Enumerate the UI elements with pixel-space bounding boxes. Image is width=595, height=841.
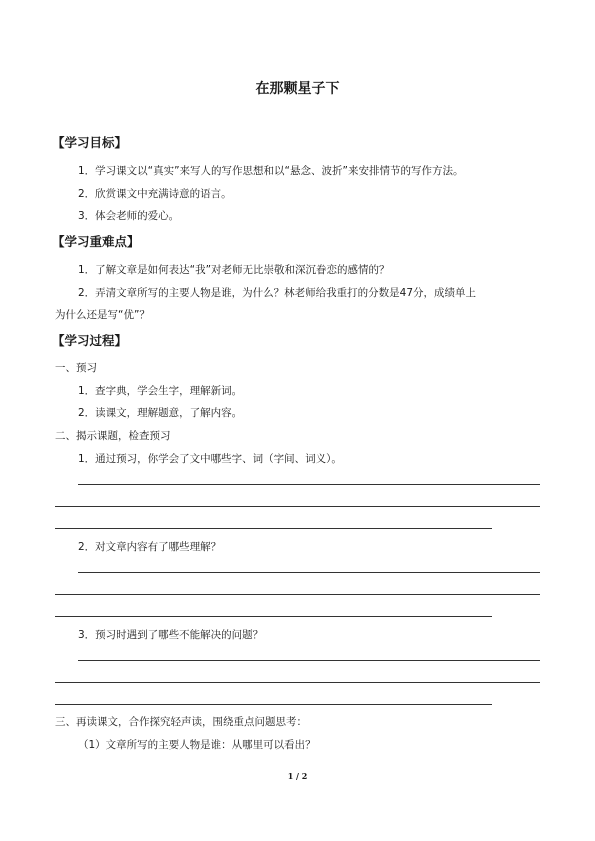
section-3-title: 三、再读课文，合作探究轻声读，围绕重点问题思考： [55,716,307,728]
goals-heading: 【学习目标】 [52,135,128,150]
answer-line [55,528,492,529]
section-1-item-1: 1．查字典，学会生字，理解新词。 [78,385,243,397]
section-2-title: 二、揭示课题，检查预习 [55,430,171,442]
goals-item-3: 3．体会老师的爱心。 [78,210,180,222]
answer-line [55,506,540,507]
goals-item-2: 2．欣赏课文中充满诗意的语言。 [78,188,232,200]
goals-item-1: 1．学习课文以“真实”来写人的写作思想和以“悬念、波折”来安排情节的写作方法。 [78,165,464,177]
difficulties-item-2-line-2: 为什么还是写“优”？ [55,309,150,321]
process-heading: 【学习过程】 [52,333,128,348]
section-1-item-2: 2．读课文，理解题意，了解内容。 [78,407,243,419]
page-number: 1 / 2 [287,771,308,781]
answer-line [55,616,492,617]
difficulties-item-1: 1．了解文章是如何表达“我”对老师无比崇敬和深沉眷恋的感情的？ [78,264,390,276]
section-1-title: 一、预习 [55,362,97,374]
section-3-question-1: （1）文章所写的主要人物是谁：从哪里可以看出？ [78,739,316,751]
answer-line [78,484,540,485]
answer-line [55,682,540,683]
section-2-question-3: 3．预习时遇到了哪些不能解决的问题？ [78,629,264,641]
answer-line [55,704,492,705]
answer-line [55,594,540,595]
difficulties-item-2-line-1: 2．弄清文章所写的主要人物是谁，为什么？林老师给我重打的分数是47分，成绩单上 [78,287,477,299]
answer-line [78,572,540,573]
section-2-question-1: 1．通过预习，你学会了文中哪些字、词（字间、词义）。 [78,453,342,465]
page-title: 在那颗星子下 [255,81,340,97]
section-2-question-2: 2．对文章内容有了哪些理解？ [78,541,222,553]
difficulties-heading: 【学习重难点】 [52,234,140,249]
answer-line [78,660,540,661]
